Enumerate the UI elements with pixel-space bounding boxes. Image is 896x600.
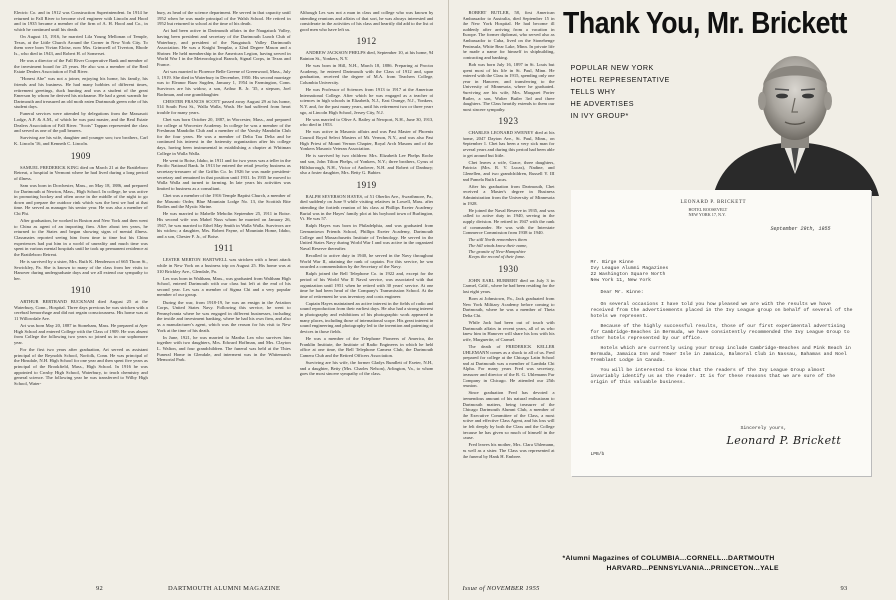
tagline-line: IN IVY GROUP* xyxy=(570,111,629,120)
letterhead-name: LEONARD P. BRICKETT xyxy=(680,200,747,205)
class-year-heading: 1910 xyxy=(70,285,91,296)
portrait-illustration xyxy=(703,46,887,196)
letter-paragraph: Hotels which are currently using your Group include Cambridge-Beaches and Pink Beach in Bermuda, Jamaica Inn and Tower Isle in Jamaica, Balmoral Club in Nassau, Bahamas and Noel Tremblant Lodge in Canada. xyxy=(590,346,851,363)
address-line: Ivy League Alumni Magazines xyxy=(590,266,669,271)
obituary-paragraph: In June, 1921, he was married to Martha Lea who survives him together with two daughters, Mrs. Edward Hoffman, and Mrs. Clayton L. Walton, and four grandchildren. The funeral was held at the Thies Funeral Home in Glendale, and interment was in the Whitemarsh Memorial Park. xyxy=(156,334,291,363)
address-line: Mr. Birge Kinne xyxy=(590,260,634,265)
class-year-heading: 1930 xyxy=(498,263,519,274)
letter-paragraph: You will be interested to know that the readers of the Ivy League Group almost invariably identify us as the reader. It is for these reasons that we are sure of the origin of this valuable business. xyxy=(590,368,836,385)
obituary-paragraph: Art was married to Florence Belle Greene of Greenwood, Mass., July 1, 1919. She died in Waterbury in December, 1950. His second marriage was to Eleanor Bazo Sugden, January 1, 1954 in Farmington, Conn. Survivors are his widow, a son, Arthur B. Jr. '35, a stepson, Joel Bachman, and one granddaughter. xyxy=(156,69,291,97)
obituary-paragraph: He was a member of the Telephone Pioneers of America, the Franklin Institute, the Institute of Radio Engineers in which he held office at one time, the Bell Telephone Camera Club, the Dartmouth Camera Club and the Retired Officers Association. xyxy=(299,336,434,358)
tagline-line: TELLS WHY xyxy=(570,87,616,96)
obituary-paragraph: On August 15, 1916, he married Lila Young Mellonan of Temple, Texas, at the Little Church Around the Corner in New York City. To them were born Vivian Eloise, now Mrs. Grimwell of Tiverton, Rhode Is., who died in 1943, and Robert H. of Somerset. xyxy=(14,33,148,56)
verse-line: The still North remembers them xyxy=(468,237,527,243)
obituary-paragraph: He was married to Olive A. Bailey at Newport, N.H., June 30, 1913, who died in 1953. xyxy=(299,116,434,128)
tagline-line: HOTEL REPRESENTATIVE xyxy=(570,75,670,84)
right-page xyxy=(449,0,896,600)
obituary-paragraph: Sam was born in Dorchester, Mass., on May 18, 1886, and prepared for Dartmouth at Newton, Mass., High School. In college, he was active in promoting hockey and often arose in the middle of the night to go down and prepare the outdoor rink which was the best we had at that time. He served as manager his senior year. He was also a member of Chi Phi. xyxy=(14,183,148,216)
obituary-paragraph: He was active in Masonic affairs and was Past Master of Phoenix Council Royal Select Masters of Mt. Vernon, N.Y., and was also Past High Priest of Mount Vernon Chapter, Royal Arch Masons and of the Yonkers Masonic Veteran Association. xyxy=(299,129,434,152)
ivy-group-advertisement xyxy=(563,6,885,578)
class-year-heading: 1911 xyxy=(213,243,234,254)
ad-tagline xyxy=(571,62,691,122)
ad-footer-line: HARVARD...PENNSYLVANIA...PRINCETON...YALE xyxy=(606,565,779,572)
obituary-paragraph: CHARLES LEONARD SWENEY died at his home, 2047 Dayton Ave., St. Paul, Minn., on September 1. Chet has been a very sick man for several years and during this period had been able to get around but little. xyxy=(462,130,555,158)
obituary-paragraph: After his graduation from Dartmouth, Chet received a Master's degree in Business Administration from the University of Minnesota in 1928. xyxy=(462,183,555,206)
obituary-paragraph: Ralph Hayes was born in Philadelphia, and was graduated from Germantown Friends School, Phillips Exeter Academy, Dartmouth College and Massachusetts Institute of Technology. He served in the United States Navy during World War I and was active in the organized Naval Reserve thereafter. xyxy=(299,223,434,251)
obituary-paragraph: ROBERT BUTLER, 58, first American Ambassador to Australia, died September 15 in the New York Hospital. He had become ill suddenly after arriving from a vacation in Europe. The former diplomat, who served also as Ambassador to Cuba, lived on the Stonehenge Peninsula, White Bear Lake, Minn. In private life he made a name for himself in shipbuilding, contracting and banking. xyxy=(462,10,555,60)
magazine-title-footer: DARTMOUTH ALUMNI MAGAZINE xyxy=(168,585,281,592)
obituary-paragraph: ARTHUR BERTRAND BUCKNAM died August 25 at the Waterbury, Conn., Hospital. Three days previous he was stricken with a cerebral hemorrhage and did not regain consciousness. His home was at 11 Willowdale Ave. xyxy=(14,299,148,322)
obituary-paragraph: ANDREW JACKSON PHELPS died, September 10, at his home, 94 Bainton St., Yonkers, N.Y. xyxy=(299,50,434,61)
ad-footer xyxy=(563,554,885,574)
column-4 xyxy=(463,10,555,576)
obituary-paragraph: He was Professor of Sciences from 1913 to 1917 at the American International College. After which he was engaged as a teacher of sciences in high schools in Elizabeth, N.J., East Orange, N.J., Yonkers, N.Y. and, for the past many years, until his retirement two or three years ago, at Lincoln High School, Jersey City, N.J. xyxy=(299,87,434,115)
obituary-paragraph: Chet was a member of the 1916 Temple Baptist Church, a member of the Masonic Order, Blue Mountain Lodge No. 13, the Scottish Rite Bodies and the Mystic Shrine. xyxy=(156,192,291,210)
obituary-paragraph: Les was born in Waltham, Mass., was graduated from Waltham High School, entered Dartmouth with our class but left at the end of his second year. Les was a member of Sigma Chi and a very popular member of our group. xyxy=(156,275,291,298)
obituary-paragraph: bury, as head of the science department. He served in that capacity until 1952 when he was made principal of the Walsh School. He retired in 1952 but returned to school at the time of his death. xyxy=(156,10,291,27)
obituary-paragraph: Chet leaves a wife, Grace, three daughters, Patricia (Mrs. R. V. Lucas), Nadine, and Glenellen, and two grandchildren, Russell Y. III and Pamela Ruth Lucas. xyxy=(462,159,555,182)
obituary-paragraph: Surviving are his wife, the former Gladys Rundlett of Exeter, N.H., and a daughter, Betty (Mrs. Charles Nelson), Arlington, Va., to whom goes the most sincere sympathy of the class. xyxy=(299,360,434,377)
obituary-paragraph: Born at Johnstown, Pa., Jack graduated from New York Military Academy before coming to Dartmouth, where he was a member of Theta Delta Chi. xyxy=(462,296,555,318)
obituary-paragraph: Art had been active in Dartmouth affairs in the Naugatuck Valley, having been president and secretary of the Dartmouth Lunch Club of Waterbury, and president of the Naugatuck Valley Dartmouth Association. He was a Knight Templar, a 32nd Degree Mason and a Shriner. He held membership in the American Legion, having served in World War I in the Meteorological Branch, Signal Corps, in Texas and France. xyxy=(156,28,291,67)
obituary-paragraph: He was born in Hill, N.H., March 18, 1886. Preparing at Proctor Academy, he entered Dartmouth with the Class of 1912 and, upon graduation, received the degree of M.A. from Teachers College, Columbia University. xyxy=(299,63,434,85)
obituary-paragraph: He was married to Mabelle Mebolin September 25, 1911 in Boise. His second wife was Mabel Nuss whom he married on January 26, 1947, he was married to Ethel May Smith in Walla Walla. Survivors are his widow; a daughter, Mrs. Robert Payne, of Mountain Home, Idaho, and a son, Chester F. Jr., of Boise. xyxy=(156,211,291,239)
obituary-paragraph: "Honest Abe" was not a joiner, enjoying his home, his family, his friends and his business. He had many hobbies of different times, retirement greetings, duck hunting and was a student of the great Emerson by whom he derived his nickname. He had a great warmth for Dartmouth and treasured an old moth eaten Dartmouth green robe of his student days. xyxy=(14,76,148,110)
letter-address xyxy=(591,260,669,284)
obituary-paragraph: Funeral services were attended by delegations from the Massasoit Lodge, A.F. & A.M., of which he was past master, and the Real Estate Dealers Association of Fall River. "Scots" Tappan represented the class and served as one of the pall bearers. xyxy=(14,111,148,134)
verse-line: The hill winds know their name, xyxy=(468,242,528,248)
column-3 xyxy=(300,10,434,576)
obituary-paragraph: LESTER MERTON HARTWELL was stricken with a heart attack while in New York on a business trip on August 25. His home was at 310 Brickley Ave., Glendale, Pa. xyxy=(156,257,291,274)
letter-reference: LPB/b xyxy=(590,452,605,457)
obituary-paragraph: The death of FREDERICK KELLER UHLEMANN comes as a shock to all of us. Fred prepared for college at the Chicago Latin School and at Dartmouth was a member of Lambda Chi Alpha. For many years Fred was secretary, treasurer and director of the R. G. Uhlemann Fur Company in Chicago. He attended our 25th reunion. xyxy=(462,344,555,389)
obituary-paragraph: During the war, from 1918-19, he was an ensign in the Aviation Corps, United States Navy. Following this service, he went to Pennsylvania where he was engaged in different businesses, including the textile and investment banking, where he had his own firm, and also as a manufacturer's agent, which was the reason for his visit to New York at the time of his death. xyxy=(156,299,291,333)
letterhead-city: NEW YORK 17, N.Y. xyxy=(688,212,726,217)
verse-line: Keeps the record of their fame. xyxy=(468,254,526,260)
page-number-left: 92 xyxy=(96,585,104,592)
obituary-paragraph: Since graduation Fred has devoted a tremendous amount of his natural enthusiasm to Dartmouth matters, being treasurer of the Chicago Dartmouth Alumni Club, a member of the Executive Committee of the Class, a most active and effective Class Agent, and his loss will be felt deeply by both the Class and the College because he has given so much of himself in the cause. xyxy=(462,390,555,441)
letter-paragraph: Because of the highly successful results, those of our first experimental advertising for Cambridge-Beaches in Bermuda, we have consistently recommended the Ivy League Group to other hotels represented by our office. xyxy=(590,324,850,341)
obituary-paragraph: For the first two years after graduation, Art served as assistant principal of the Reynolds School, Norfolk, Conn. He was principal of the Hinsdale, N.H. High School for one year and then spent five years as principal of the Brookfield, Mass., High School. In 1916 he was appointed to Crosby High School, Waterbury, to teach chemistry and general science. The following year he was transferred to Wilby High School, Water- xyxy=(14,347,148,386)
class-year-heading: 1923 xyxy=(498,116,519,127)
letter-salutation: Dear Mr. Kinne: xyxy=(600,290,644,295)
obituary-paragraph: Captain Hayes maintained an active interest in the fields of radio and sound reproduction from their earliest days. He also had a strong interest in photography and exhibitions of his photographic work appeared in many places, including those of international scope. His great interest in sound engineering and photography led to the invention and patenting of devices in those fields. xyxy=(299,300,434,334)
obituary-paragraph: While Jack had been out of touch with Dartmouth affairs in recent years, all of us who knew him in Hanover will share his loss with his wife, Marguerite, of Carmel. xyxy=(462,320,555,342)
obituary-paragraph: Bob was born July 16, 1897 in St. Louis but spent most of his life in St. Paul, Minn. He entered with the Class in 1915, spending only one year in Hanover, and transferring to the University of Minnesota, where he graduated. Surviving are his wife, Mrs. Margaret Porter Butler, a son, Walter Butler 3rd and three daughters. The Class heartily extends to them our most sincere sympathy. xyxy=(462,61,555,112)
obituary-paragraph: He went to Boise, Idaho, in 1911 and for two years was a teller in the Pacific National Bank. In 1913 he entered the retail jewelry business as secretary-treasurer of the Griffin Co. In 1926 he was made president-secretary and remained in that position until 1931. In 1935 he moved to Walla Walla and turned to farming. In late years his activities was limited to business as a consultant. xyxy=(156,157,291,191)
letterhead-hotel: HOTEL ROOSEVELT xyxy=(688,207,728,212)
column-1 xyxy=(14,10,148,576)
obituary-paragraph: Art was born May 20, 1887 in Stoneham, Mass. He prepared at Ayer High School and entered College with the Class of 1909. He was absent from College the following two years so joined us in our sophomore year. xyxy=(14,323,148,346)
letter-signature: Leonard P. Brickett xyxy=(726,434,842,447)
obituary-paragraph: RALPH SEVERSON HAYES, of 51 Oberlin Ave., Swarthmore, Pa., died suddenly on June 9 while visiting relatives in Lowell, Mass. after attending the fortieth reunion of his class at Phillips Exeter Academy. Burial was in the Hayes' family plot at his boyhood town of Burlington, Vt. He was 57. xyxy=(299,193,434,222)
obituary-paragraph: JOHN EARL HURBERT died on July 3 in Carmel, Calif., where he had been residing for the last eight years. xyxy=(462,277,555,294)
tagline-line: HE ADVERTISES xyxy=(570,99,634,108)
obituary-paragraph: SAMUEL FREDERICK KING died on March 21 at the Brattleboro Retreat, a hospital in Vermont where he had lived during a long period of illness. xyxy=(14,164,148,181)
obituary-paragraph: Recalled to active duty in 1940, he served in the Navy throughout World War II, attaining the rank of captain. For this service, he was awarded a commendation by the Secretary of the Navy. xyxy=(299,252,434,270)
obituary-paragraph: Although Les was not a man in class and college who was known by attending reunions and affairs of that sort, he was always interested and considerate in the activities of his class and heartily did add to the list of good men who have left us. xyxy=(299,10,434,32)
issue-date-footer: Issue of NOVEMBER 1955 xyxy=(462,585,540,592)
obituary-paragraph: Chet was born October 20, 1887, in Worcester, Mass., and prepared for college at Worcester Academy. In college he was a member of the Freshman Mandolin Club and a member of the Varsity Mandolin Club for the four years. He was a member of Delta Tau Delta and he continued his interest in the fraternity organization after his college days, having been instrumental in establishing a chapter at Whitman College in Walla Walla. xyxy=(156,117,291,156)
address-line: 22 Washington Square North xyxy=(590,272,666,277)
ad-footer-line: *Alumni Magazines of COLUMBIA...CORNELL...DARTMOUTH xyxy=(562,555,775,562)
column-2 xyxy=(157,10,291,576)
obituary-paragraph: Electric Co. and in 1912 was Construction Superintendent. In 1914 he returned to Fall River to become civil engineer with Lincoln and Hood and in 1935 became a member of the firm of A. H. Hood and Co., in which he continued until his death. xyxy=(14,10,148,32)
obituary-paragraph: Ralph joined the Bell Telephone Co. in 1922 and, except for the period of his World War II Naval service, was associated with that organization until 1951 when he retired with 30 years' service. At one time he had been head of the Company's Transmission School. At the time of retirement he was inventory and costs engineer. xyxy=(299,271,434,299)
obituary-paragraph: CHESTER FRANCIS SCOTT passed away August 29 at his home, 514 South First St., Walla Walla, Wash. He had suffered from heart trouble for many years. xyxy=(156,98,291,115)
obituary-columns xyxy=(14,10,434,576)
class-year-heading: 1919 xyxy=(356,179,377,190)
letter-date: September 29th, 1955 xyxy=(770,226,831,232)
page-number-right: 93 xyxy=(840,585,848,592)
endorsement-letter xyxy=(571,190,871,476)
obituary-paragraph: He is survived by two children: Mrs. Elizabeth Lee Phelps Roche and son, John Tilton Phelps, of Yonkers, N.Y.; three brothers, Cyrus of Hillsborough, N.H., Victor of Andover, N.H. and Robert of Danbury; also a foster daughter, Mrs. Betty G. Bubier. xyxy=(299,153,434,176)
tagline-line: POPULAR NEW YORK xyxy=(570,63,654,72)
ad-headline: Thank You, Mr. Brickett xyxy=(562,5,847,40)
memorial-verse xyxy=(463,237,555,259)
obituary-paragraph: He was a director of the Fall River Cooperative Bank and member of the investment board for 25 years. He also was a member of the Real Estate Dealers Association of Fall River. xyxy=(14,57,148,75)
obituary-paragraph: He joined the Naval Reserve in 1935, and was called to active duty in 1940, serving in the supply division. He retired in 1947 with the rank of commander. He was with the Interstate Commerce Commission from 1938 to 1940. xyxy=(462,207,555,236)
portrait-photo xyxy=(703,46,887,196)
class-year-heading: 1912 xyxy=(356,36,377,47)
obituary-paragraph: He is survived by a sister, Mrs. Ruth K. Henderson of 665 Thorn St., Sewickley, Pa. She is known to many of the class from her visits to Hanover during undergraduate days and we all extend our sympathy to her. xyxy=(14,258,148,281)
letter-body xyxy=(591,302,853,390)
address-line: New York 11, New York xyxy=(590,278,651,283)
letter-paragraph: On several occasions I have told you how pleased we are with the results we have received from the advertisements placed in the Ivy League group on behalf of several of the hotels we represent. xyxy=(590,302,853,319)
obituary-paragraph: Fred leaves his mother, Mrs. Clara Uhlemann, as well as a sister. The Class was represented at the funeral by Hank H. Embree. xyxy=(462,442,555,459)
class-year-heading: 1909 xyxy=(70,150,91,161)
obituary-paragraph: Surviving are his wife, daughter and younger son; two brothers, Carl K. Lincoln '16, and Kenneth C. Lincoln. xyxy=(14,135,148,147)
obituary-paragraph: After graduation, he worked in Boston and New York and then went to China as agent of an importing firm. After about ten years, he returned to the States and began showing signs of mental illness. Classmates reported seeing him from time to time but his China experiences had put him in a world of unreality and much time was spent in various mental hospitals until he took up permanent residence at the Brattleboro Retreat. xyxy=(14,218,148,257)
letter-closing: Sincerely yours, xyxy=(740,426,787,431)
verse-line: The granite of New-Hampshire xyxy=(468,248,526,254)
